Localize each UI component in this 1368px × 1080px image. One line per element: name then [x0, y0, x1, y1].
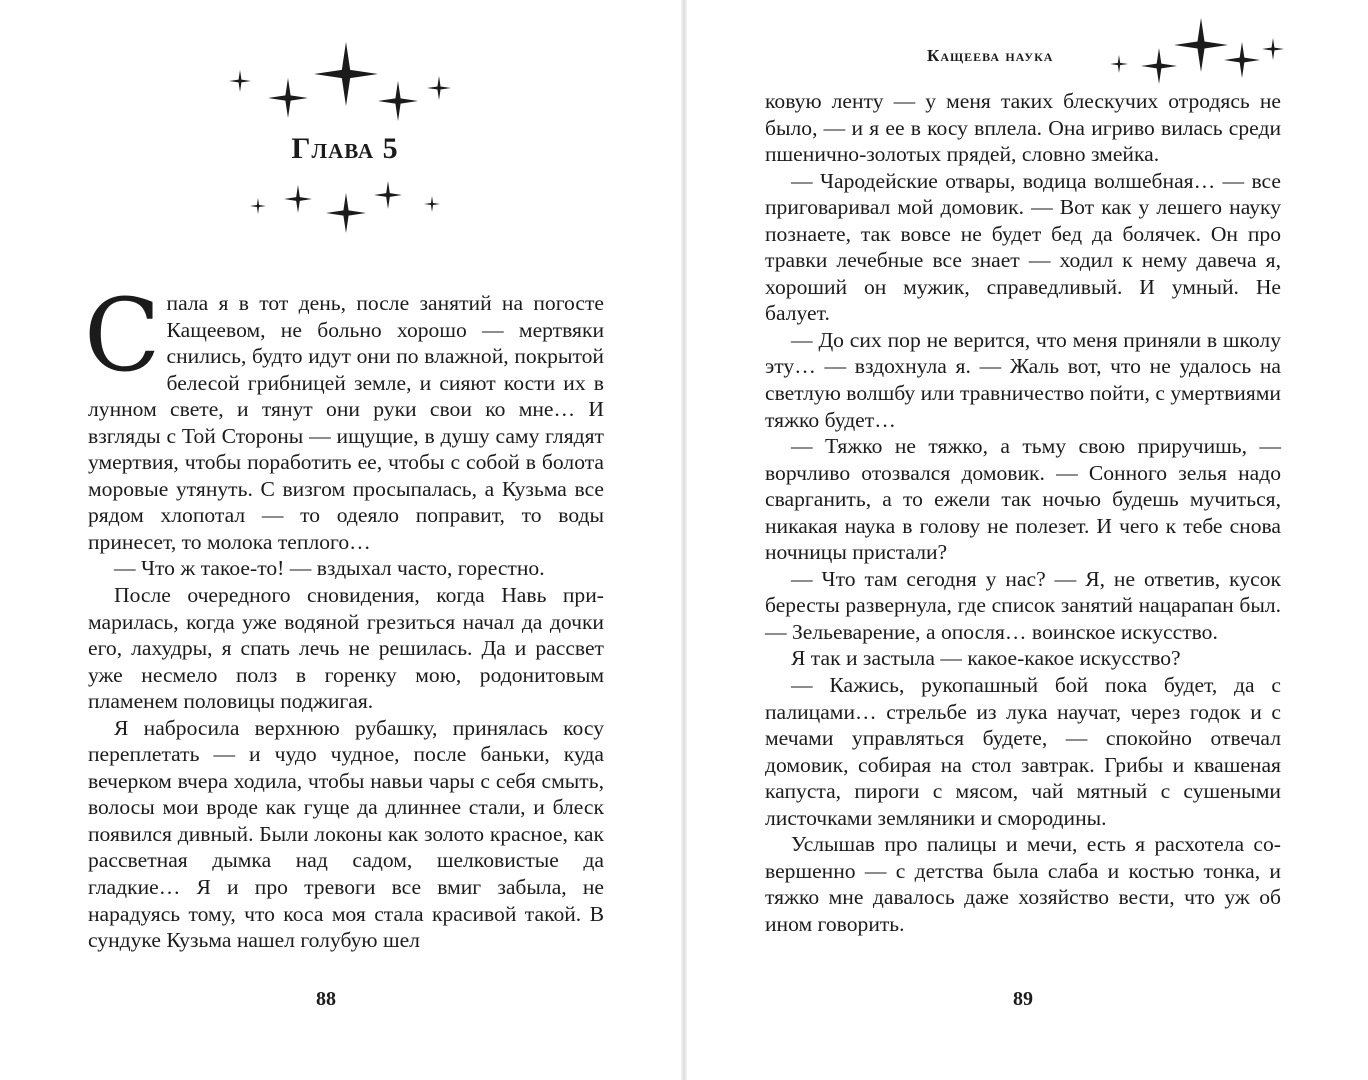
paragraph: Я так и застыла — какое-какое искусство?: [791, 646, 1181, 671]
right-body-text: [765, 88, 1281, 938]
star-icon: [284, 185, 312, 213]
star-icon: [427, 76, 451, 100]
drop-cap: С: [84, 277, 161, 394]
star-icon: [378, 81, 418, 121]
star-icon: [424, 196, 440, 212]
star-icon: [1110, 55, 1128, 73]
paragraph: Услышав про палицы и мечи, есть я расхотела совершенно — с детства была слаба и костью тонка, и тяжко мне давалось даже хозяйство вести, что уж об ином говорить.: [765, 832, 1281, 936]
paragraph: — Что там сегодня у нас? — Я, не ответив, кусок бересты развернула, где список занятий нацарапан был. — Зельеварение, а опосля… воинское искусство.: [765, 566, 1281, 644]
paragraph: — Кажись, рукопашный бой пока будет, да с палицами… стрельбе из лука научат, через годок и с мечами управляться будете, — спокойно отвечал домовик, собирая на стол завтрак. Грибы и квашеная капуста, пироги с мясом, чай мятный с сушеными листочками земляники и смородины.: [765, 673, 1281, 830]
paragraph: Я набросила верхнюю рубашку, принялась косу переплетать — и чудо чудное, после баньки, куда вечерком вчера ходила, чтобы навьи чары с себя смыть, волосы мои вроде как гуще да длиннее стали, и блеск появился дивный. Были локоны как золото красное, как рассветная дымка над садом, шелковистые да гладкие… Я и про тревоги все вмиг забыла, не нарадуясь тому, что коса моя стала красивой такой. В сундуке Кузьма нашел голубую шел: [88, 715, 604, 953]
page-number: 89: [1013, 988, 1033, 1010]
star-icon: [229, 70, 251, 92]
star-icon: [268, 78, 308, 118]
star-icon: [374, 181, 402, 209]
star-icon: [250, 198, 266, 214]
paragraph: — До сих пор не верится, что меня приняли в школу эту… — вздохнула я. — Жаль вот, что не удалось на светлую волшбу или травничество пойти, с умертвиями тяжко будет…: [765, 327, 1281, 432]
paragraph: [84, 277, 604, 555]
page-number: 88: [316, 988, 336, 1010]
star-icon: [326, 193, 366, 233]
star-icon: [1174, 18, 1228, 72]
left-body-text: [84, 277, 604, 954]
star-icon: [1224, 42, 1260, 78]
paragraph: После очередного сновидения, когда Навь примарилась, когда уже водяной грезиться начал да дочки его, лахудры, я спать лечь не решилась. Да и рассвет уже несмело полз в горенку мою, родонитовым пламенем половицы поджигая.: [88, 583, 604, 714]
running-head: Кащеева наука: [927, 46, 1054, 65]
paragraph: — Тяжко не тяжко, а тьму свою приручишь, — ворчливо отозвался домовик. — Сонного зелья надо сварганить, а то ежели так ночью будешь мучиться, никакая наука в голову не полезет. И чего к тебе снова ночницы пристали?: [765, 434, 1281, 565]
paragraph-text: пала я в тот день, после занятий на погосте Кащеевом, не больно хорошо — мертвяки снились, будто идут они по влажной, покрытой белесой грибницей земле, и сияют кости их в лунном свете, и тянут они руки свои ко мне… И взгляды с Той Стороны — ищущие, в душу саму глядят умертвия, чтобы поработить ее, чтобы с собой в болота моровые утянуть. С визгом просыпалась, а Кузьма все рядом хлопотал — то одеяло поправит, то воды принесет, то молока теплого…: [88, 291, 604, 554]
left-page: [0, 0, 681, 1080]
paragraph: ковую ленту — у меня таких блескучих отродясь не было, — и я ее в косу вплела. Она игриво вилась среди пшенично-золотых прядей, словно змейка.: [765, 89, 1281, 167]
right-page: [687, 0, 1368, 1080]
star-icon: [314, 42, 378, 106]
star-icon: [1262, 38, 1284, 60]
paragraph: — Чародейские отвары, водица волшебная… — все приговаривал мой домовик. — Вот как у лешего науку познаете, так вовсе не будет бед да болячек. Он про травки лечебные все знает — ходил к нему давеча я, хороший он мужик, справедливый. И умный. Не балует.: [765, 168, 1281, 326]
paragraph: — Что ж такое-то! — вздыхал часто, горестно.: [114, 556, 545, 581]
chapter-title: Глава 5: [291, 132, 399, 165]
star-icon: [1141, 48, 1177, 84]
